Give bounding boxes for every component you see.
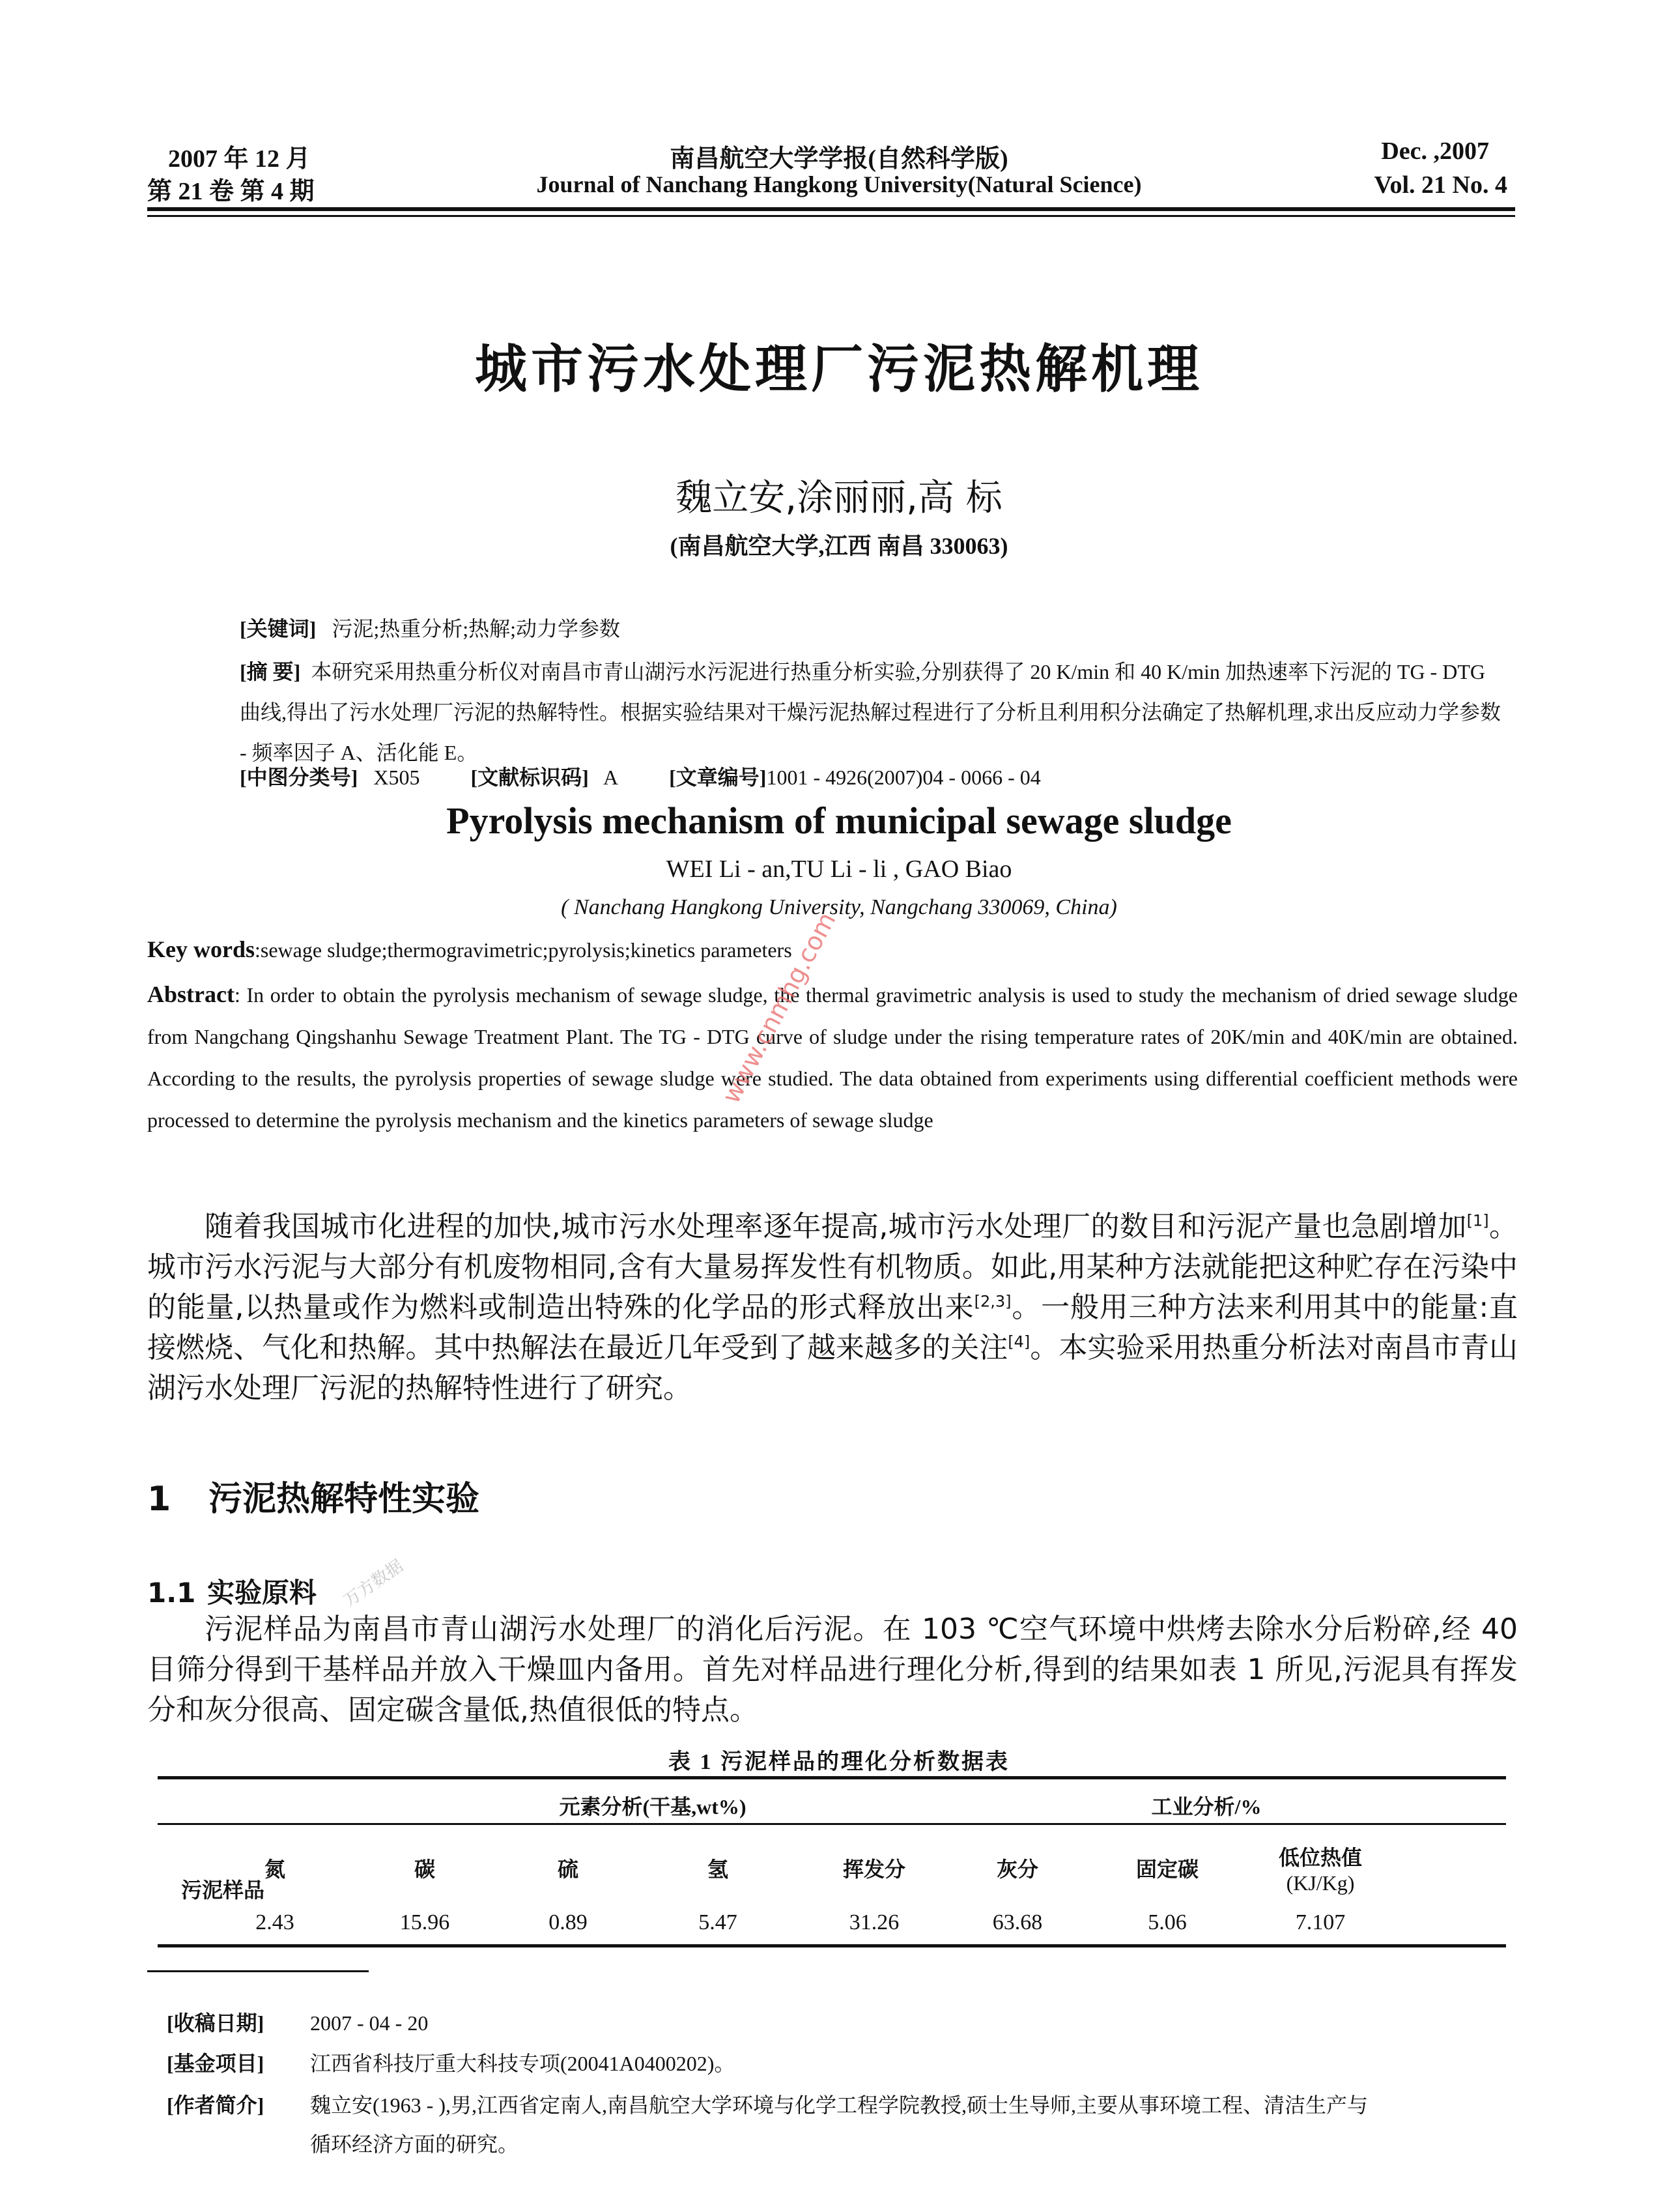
author-bio-line-1: 魏立安(1963 - ),男,江西省定南人,南昌航空大学环境与化学工程学院教授,硕士生导师,主要从事环境工程、清洁生产与 bbox=[310, 2093, 1368, 2117]
table-col-heating-value: 低位热值 bbox=[1278, 1846, 1362, 1869]
keywords-en-text: :sewage sludge;thermogravimetric;pyrolysis;kinetics parameters bbox=[255, 938, 792, 962]
doc-code-value: A bbox=[603, 766, 619, 789]
author-bio-label: [作者简介] bbox=[167, 2093, 264, 2117]
clc-value: X505 bbox=[373, 766, 420, 789]
section-number: 1 bbox=[147, 1480, 171, 1519]
fund-label: [基金项目] bbox=[167, 2052, 264, 2075]
table-col-sulfur: 硫 bbox=[557, 1858, 578, 1881]
affiliation-en: ( Nanchang Hangkong University, Nangchang 330069, China) bbox=[561, 895, 1117, 919]
footnote-rule bbox=[147, 1970, 369, 1972]
intro-paragraph bbox=[147, 1207, 1518, 1409]
table-caption: 表 1 污泥样品的理化分析数据表 bbox=[668, 1750, 1010, 1774]
journal-name-zh: 南昌航空大学学报(自然科学版) bbox=[670, 145, 1008, 173]
section-heading-1 bbox=[147, 1471, 479, 1520]
footnote-author bbox=[167, 2089, 1368, 2119]
abstract-en-text: : In order to obtain the pyrolysis mechanism of sewage sludge, the thermal gravimetric analysis is used to study the mechanism of dried sewage sludge from Nangchang Qingshanhu Sewage Treatment Plant. The TG - DTG curve of sludge under the rising temperature rates of 20K/min and 40K/min are obtained. According to the results, the pyrolysis properties of sewage sludge were studied. The data obtained from experiments using differential coefficient methods were processed to determine the pyrolysis mechanism and the kinetics parameters of sewage sludge bbox=[147, 983, 1518, 1132]
authors-en: WEI Li - an,TU Li - li , GAO Biao bbox=[666, 855, 1012, 883]
table-cell: 15.96 bbox=[399, 1910, 450, 1934]
header-rule-thick bbox=[147, 207, 1515, 211]
table-cell: 5.47 bbox=[698, 1910, 737, 1934]
issue-volume-zh: 第 21 卷 第 4 期 bbox=[147, 178, 315, 205]
received-date: 2007 - 04 - 20 bbox=[310, 2011, 429, 2035]
affiliation-zh: (南昌航空大学,江西 南昌 330063) bbox=[670, 533, 1008, 559]
subsection-heading-1-1 bbox=[147, 1572, 317, 1611]
article-no-value: 1001 - 4926(2007)04 - 0066 - 04 bbox=[766, 766, 1041, 789]
paper-title-zh: 城市污水处理厂污泥热解机理 bbox=[475, 339, 1203, 399]
footnote-received bbox=[167, 2007, 428, 2037]
citation-4: [4] bbox=[1008, 1332, 1031, 1351]
citation-2-3: [2,3] bbox=[974, 1292, 1012, 1311]
abstract-en bbox=[147, 973, 1518, 1141]
fund-text: 江西省科技厅重大科技专项(20041A0400202)。 bbox=[310, 2052, 735, 2075]
intro-text-2: 。城市污水污泥与大部分有机废物相同,含有大量易挥发性有机物质。如此,用某种方法就能把这种贮存在污染中的能量,以热量或作为燃料或制造出特殊的化学品的形式释放出来 bbox=[147, 1210, 1518, 1324]
table-mid-rule bbox=[158, 1823, 1506, 1825]
table-row-header: 污泥样品 bbox=[180, 1878, 264, 1902]
journal-name-en: Journal of Nanchang Hangkong University(Natural Science) bbox=[536, 171, 1142, 197]
intro-text-1: 随着我国城市化进程的加快,城市污水处理率逐年提高,城市污水处理厂的数目和污泥产量也急剧增加 bbox=[205, 1210, 1467, 1243]
abstract-zh bbox=[240, 652, 1503, 773]
table-col-heating-unit: (KJ/Kg) bbox=[1286, 1871, 1355, 1895]
table-top-rule bbox=[158, 1776, 1506, 1779]
paper-title-en: Pyrolysis mechanism of municipal sewage sludge bbox=[446, 799, 1232, 842]
doc-code-label: [文献标识码] bbox=[470, 766, 589, 789]
table-bottom-rule bbox=[158, 1944, 1506, 1947]
keywords-zh bbox=[240, 612, 620, 642]
table-col-volatile: 挥发分 bbox=[842, 1858, 905, 1881]
table-col-carbon: 碳 bbox=[414, 1858, 435, 1881]
classification-line bbox=[240, 761, 1041, 791]
keywords-zh-text: 污泥;热重分析;热解;动力学参数 bbox=[332, 617, 621, 640]
header-rule-thin bbox=[147, 215, 1515, 217]
abstract-zh-text: 本研究采用热重分析仪对南昌市青山湖污水污泥进行热重分析实验,分别获得了 20 K/min 和 40 K/min 加热速率下污泥的 TG - DTG 曲线,得出了污水处理厂污泥的热解特性。根据实验结果对干燥污泥热解过程进行了分析且利用积分法确定了热解机理,求出反应动力学参数 - 频率因子 A、活化能 E。 bbox=[240, 660, 1501, 764]
intro-text-4: 。本实验采用热重分析法对南昌市青山湖污水处理厂污泥的热解特性进行了研究。 bbox=[147, 1331, 1518, 1405]
article-no-label: [文章编号] bbox=[669, 766, 767, 789]
materials-paragraph: 污泥样品为南昌市青山湖污水处理厂的消化后污泥。在 103 ℃空气环境中烘烤去除水分后粉碎,经 40 目筛分得到干基样品并放入干燥皿内备用。首先对样品进行理化分析,得到的结果如表 1 所见,污泥具有挥发分和灰分很高、固定碳含量低,热值很低的特点。 bbox=[147, 1613, 1518, 1727]
keywords-en bbox=[147, 936, 792, 963]
citation-1: [1] bbox=[1466, 1211, 1489, 1230]
table-col-nitrogen: 氮 bbox=[264, 1858, 285, 1881]
table-col-fixed-carbon: 固定碳 bbox=[1135, 1858, 1199, 1881]
table-cell: 5.06 bbox=[1148, 1910, 1187, 1934]
table-group-elemental: 元素分析(干基,wt%) bbox=[559, 1795, 747, 1818]
table-cell: 7.107 bbox=[1295, 1910, 1346, 1934]
issue-volume-en: Vol. 21 No. 4 bbox=[1374, 171, 1507, 199]
author-bio-line-2: 循环经济方面的研究。 bbox=[310, 2133, 519, 2156]
table-cell: 63.68 bbox=[992, 1910, 1043, 1934]
subsection-title: 实验原料 bbox=[207, 1577, 317, 1609]
subsection-number: 1.1 bbox=[147, 1577, 196, 1609]
footnote-fund bbox=[167, 2047, 735, 2077]
table-1 bbox=[158, 1776, 1506, 1946]
table-cell: 31.26 bbox=[849, 1910, 900, 1934]
issue-date-zh: 2007 年 12 月 bbox=[168, 145, 311, 173]
authors-zh: 魏立安,涂丽丽,高 标 bbox=[675, 477, 1003, 519]
received-label: [收稿日期] bbox=[167, 2011, 264, 2035]
keywords-zh-label: [关键词] bbox=[240, 617, 317, 640]
table-col-ash: 灰分 bbox=[996, 1858, 1038, 1881]
watermark-wanfang: 万方数据 bbox=[340, 1556, 407, 1611]
abstract-en-label: Abstract bbox=[147, 981, 235, 1007]
table-group-proximate: 工业分析/% bbox=[1151, 1795, 1262, 1818]
table-col-hydrogen: 氢 bbox=[707, 1858, 728, 1881]
clc-label: [中图分类号] bbox=[240, 766, 358, 789]
section-title: 污泥热解特性实验 bbox=[208, 1480, 480, 1519]
issue-date-en: Dec. ,2007 bbox=[1381, 137, 1489, 165]
abstract-zh-label: [摘 要] bbox=[240, 660, 301, 683]
keywords-en-label: Key words bbox=[147, 936, 255, 962]
table-cell: 0.89 bbox=[548, 1910, 588, 1934]
intro-text-3: 。一般用三种方法来利用其中的能量:直接燃烧、气化和热解。其中热解法在最近几年受到了越来越多的关注 bbox=[147, 1291, 1518, 1364]
table-cell: 2.43 bbox=[255, 1910, 294, 1934]
watermark-url: www.cnmhg.com bbox=[717, 907, 842, 1108]
